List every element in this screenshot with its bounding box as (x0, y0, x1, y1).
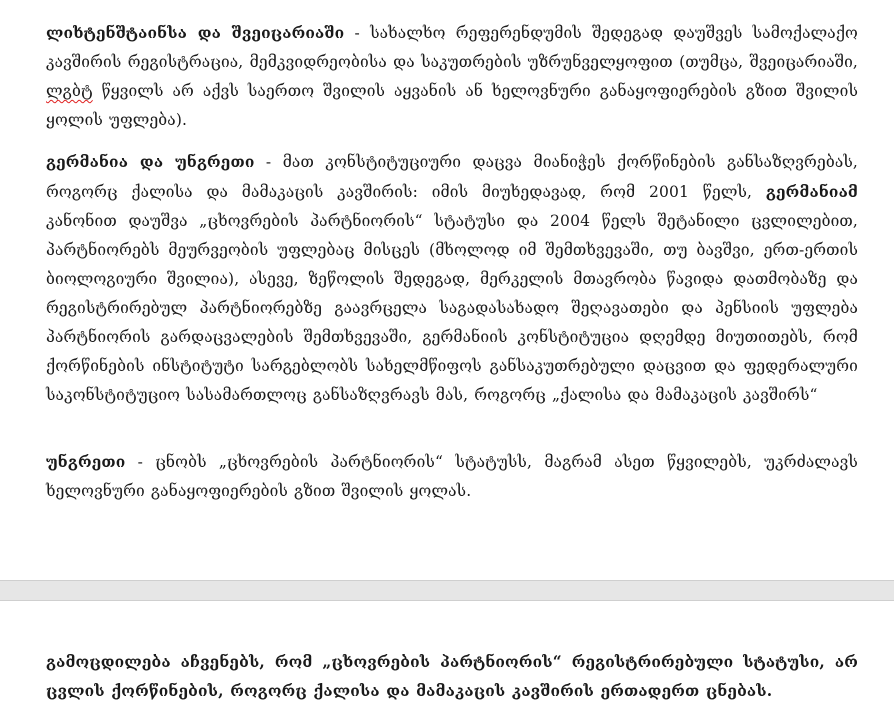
paragraph-body: - მათ კონსტიტუციური დაცვა მიანიჭეს ქორწინების განსაზღვრებას, როგორც ქალისა და მამაკაცის კავშირის: იმის მიუხედავად, რომ 2001 წელს, (46, 153, 858, 201)
paragraph-body: - ცნობს „ცხოვრების პარტნიორის“ სტატუსს, მაგრამ ასეთ წყვილებს, უკრძალავს ხელოვნური განაყოფიერების გზით შვილის ყოლას. (46, 453, 858, 500)
paragraph-conclusion (46, 647, 858, 705)
paragraph-germany-hungary (46, 147, 858, 410)
spellcheck-flagged-word[interactable]: ლგბტ (46, 82, 93, 100)
paragraph-text (46, 18, 858, 135)
document-page-next[interactable] (0, 601, 894, 718)
paragraph-body: წყვილს არ აქვს საერთო შვილის აყვანის ან ხელოვნური განაყოფიერების გზით შვილის ყოლის უფლება). (46, 82, 858, 129)
paragraph-heading: გერმანია და უნგრეთი (46, 152, 255, 171)
paragraph-text-bold: გამოცდილება აჩვენებს, რომ „ცხოვრების პარტნიორის“ რეგისტრირებული სტატუსი, არ ცვლის ქორწინების, როგორც ქალისა და მამაკაცის კავშირის ერთადერთ ცნებას. (46, 652, 858, 700)
paragraph-body: - სახალხო რეფერენდუმის შედეგად დაუშვეს სამოქალაქო კავშირის რეგისტრაცია, მემკვიდრეობისა და საკუთრების უზრუნველყოფით (თუმცა, შვეიცარიაში, (46, 24, 858, 71)
inline-bold-term: გერმანიამ (765, 182, 858, 201)
paragraph-body: კანონით დაუშვა „ცხოვრების პარტნიორის“ სტატუსი და 2004 წელს შეტანილი ცვლილებით, პარტნიორებს მეურვეობის უფლებაც მისცეს (მხოლოდ იმ შემთხვევაში, თუ ბავშვი, ერთ-ერთის ბიოლოგიური შვილია), ასევე, ზეწოლის შედეგად, მერკელის მთავრობა წავიდა დათმობაზე და რეგისტრირებულ პარტნიორებზე გაავრცელა საგადასახადო შეღავათები და პენსიის უფლება პარტნიორის გარდაცვალების შემთხვევაში, გერმანიის კონსტიტუცია დღემდე მიუთითებს, რომ ქორწინების ინსტიტუტი სარგებლობს სახელმწიფოს განსაკუთრებული დაცვით და ფედერალური საკონსტიტუციო სასამართლოც განსაზღვრავს მას, როგორც „ქალისა და მამაკაცის კავშირს“ (46, 212, 858, 404)
paragraph-heading: ლიხტენშტაინსა და შვეიცარიაში (46, 23, 345, 42)
paragraph-text (46, 147, 858, 410)
paragraph-text (46, 447, 858, 506)
paragraph-heading: უნგრეთი (46, 452, 126, 471)
page-break-separator (0, 580, 894, 601)
paragraph-liechtenstein-switzerland (46, 18, 858, 135)
paragraph-hungary (46, 447, 858, 506)
